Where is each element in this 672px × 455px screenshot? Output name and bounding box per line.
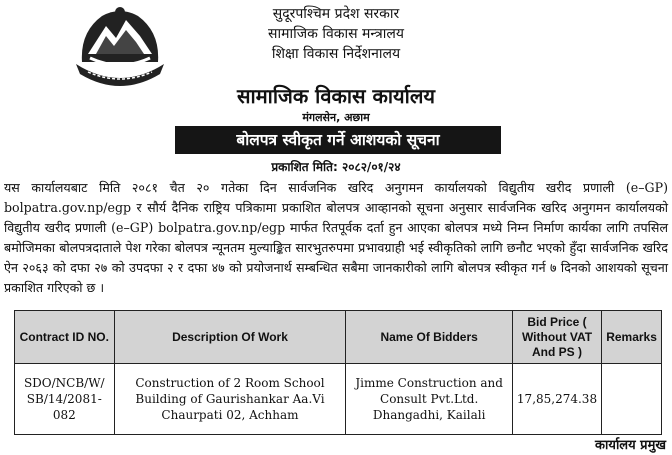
directorate-name: शिक्षा विकास निर्देशनालय [271,46,401,62]
col-description: Description Of Work [114,311,346,364]
col-bidders: Name Of Bidders [346,311,513,364]
government-name: सुदूरपश्चिम प्रदेश सरकार [272,6,400,22]
cell-bidder: Jimme Construction and Consult Pvt.Ltd. Dhangadhi, Kailali [346,364,513,435]
col-contract-id: Contract ID NO. [15,311,115,364]
office-name: सामाजिक विकास कार्यालय [237,84,435,108]
nepal-emblem-icon [70,2,170,90]
office-location: मंगलसेन, अछाम [302,111,370,124]
ministry-name: सामाजिक विकास मन्त्रालय [268,26,404,42]
table-row [15,364,662,435]
col-remarks: Remarks [602,311,662,364]
col-bid-price: Bid Price ( Without VAT And PS ) [512,311,601,364]
cell-description: Construction of 2 Room School Building of Gaurishankar Aa.Vi Chaurpati 02, Achham [114,364,346,435]
bid-table [14,310,662,435]
notice-title: बोलपत्र स्वीकृत गर्ने आशयको सूचना [175,126,501,154]
table-header-row [15,311,662,364]
published-date: प्रकाशित मिति: २०८२/०१/२४ [271,160,401,174]
cell-contract-id: SDO/NCB/W/ SB/14/2081-082 [15,364,115,435]
cell-remarks [602,364,662,435]
cell-bid-price: 17,85,274.38 [512,364,601,435]
notice-body: यस कार्यालयबाट मिति २०८१ चैत २० गतेका दिन सार्वजनिक खरिद अनुगमन कार्यालयको विद्युतीय खरीद प्रणाली (e–GP) bolpatra.gov.np/egp र सौर्य दैनिक राष्ट्रिय पत्रिकामा प्रकाशित बोलपत्र आव्हानको सूचना अनुसार सार्वजनिक खरिद अनुगमन कार्यालयको विद्युतीय खरीद प्रणाली (e–GP) bolpatra.gov.np/egp मार्फत रितपूर्वक दर्ता हुन आएका बोलपत्र मध्ये निम्न निर्माण कार्यका लागि तपसिल बमोजिमका बोलपत्रदाताले पेश गरेका बोलपत्र न्यूनतम मुल्याङ्कित सारभुतरुपमा प्रभावग्राही भई स्वीकृतिको लागि छनौट भएको हुँदा सार्वजनिक खरिद ऐन २०६३ को दफा २७ को उपदफा २ र दफा ४७ को प्रयोजनार्थ सम्बन्धित सबैमा जानकारीको लागि बोलपत्र स्वीकृत गर्न ७ दिनको आशयको सूचना प्रकाशित गरिएको छ । [4,180,668,295]
signoff: कार्यालय प्रमुख [595,438,666,453]
